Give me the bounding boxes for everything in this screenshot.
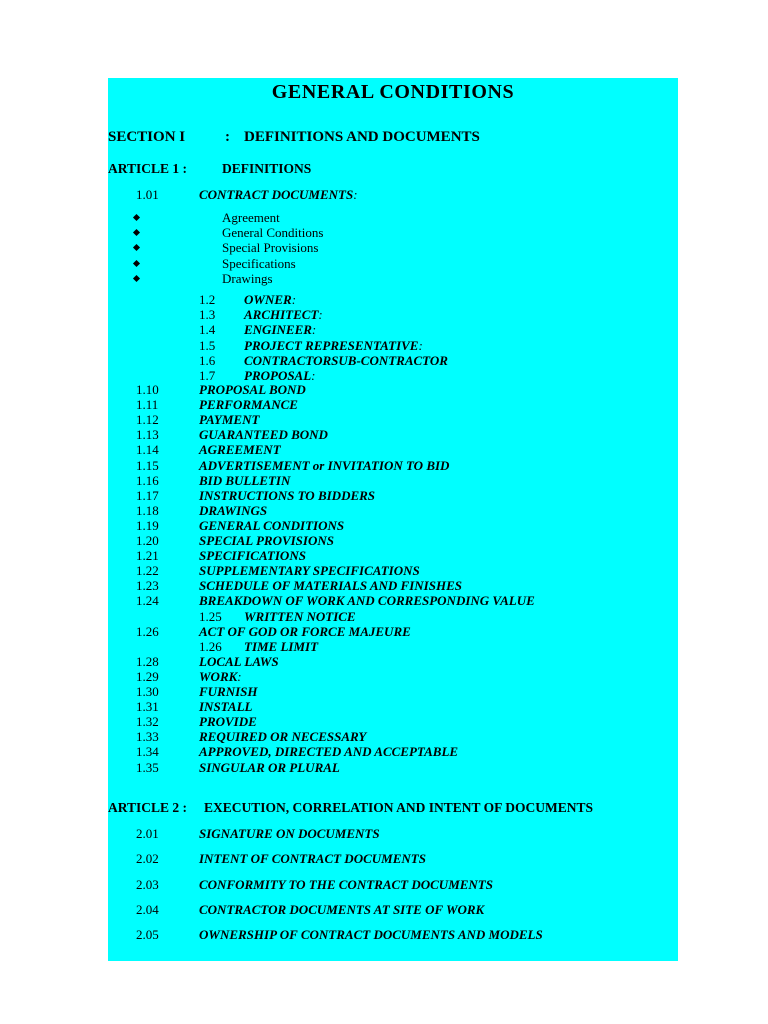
definition-number: 1.29 <box>136 668 159 684</box>
definition-label-suffix: : <box>318 307 323 323</box>
contract-documents-number: 1.01 <box>136 187 159 202</box>
article-2-title: EXECUTION, CORRELATION AND INTENT OF DOCUMENTS <box>204 800 594 815</box>
definition-number: 1.26 <box>136 623 159 639</box>
definition-label <box>244 369 316 382</box>
definition-label <box>199 564 420 577</box>
definition-label-text: AGREEMENT <box>199 442 281 458</box>
section-separator: : <box>225 129 230 145</box>
diamond-bullet-icon <box>133 244 140 251</box>
definition-label <box>244 354 448 367</box>
definition-label-text: INSTRUCTIONS TO BIDDERS <box>199 487 376 503</box>
definition-label <box>244 339 423 352</box>
definition-label-text: BREAKDOWN OF WORK AND CORRESPONDING VALUE <box>199 593 535 609</box>
article-2-item-number: 2.01 <box>136 826 159 841</box>
definition-label-text: GUARANTEED BOND <box>199 427 328 443</box>
definition-number: 1.28 <box>136 653 159 669</box>
article-2-item-label: CONFORMITY TO THE CONTRACT DOCUMENTS <box>199 876 493 892</box>
contract-document-item: Agreement <box>222 210 280 225</box>
definition-number: 1.31 <box>136 699 159 715</box>
diamond-bullet-icon <box>133 229 140 236</box>
definition-label <box>199 655 279 668</box>
article-2-item-number: 2.03 <box>136 876 159 892</box>
definition-label <box>199 443 281 456</box>
definition-label-text: SINGULAR OR PLURAL <box>199 759 340 775</box>
definition-number: 1.30 <box>136 684 159 699</box>
definition-label <box>244 610 356 623</box>
definition-label-text: BID BULLETIN <box>199 472 291 488</box>
definition-label <box>199 685 258 698</box>
definition-label-text: PERFORMANCE <box>199 397 298 413</box>
definition-label-text: ENGINEER <box>244 322 312 338</box>
definition-label-text: ADVERTISEMENT or INVITATION TO BID <box>199 457 450 473</box>
section-label: SECTION I <box>108 129 186 145</box>
contract-document-item: Specifications <box>222 255 296 271</box>
definition-number: 1.2 <box>199 292 216 307</box>
definition-number: 1.20 <box>136 533 159 548</box>
definition-number: 1.10 <box>136 382 159 397</box>
definition-label <box>244 640 318 653</box>
definition-label-text: ARCHITECT <box>244 307 319 323</box>
definition-number: 1.25 <box>199 608 222 624</box>
definition-label <box>199 745 458 758</box>
definition-label-text: SPECIFICATIONS <box>199 548 306 564</box>
definition-number: 1.6 <box>199 352 216 368</box>
definition-number: 1.3 <box>199 307 216 323</box>
diamond-bullet-icon <box>133 214 140 221</box>
definition-label-text: APPROVED, DIRECTED AND ACCEPTABLE <box>199 744 459 760</box>
definition-label-text: PAYMENT <box>199 412 260 428</box>
definition-number: 1.22 <box>136 563 159 579</box>
definition-label <box>199 428 328 441</box>
definition-label-text: WORK <box>199 668 238 684</box>
definition-label <box>244 308 323 321</box>
definition-number: 1.5 <box>199 337 216 353</box>
definition-number: 1.23 <box>136 578 159 594</box>
contract-document-item: Drawings <box>222 270 273 286</box>
definition-label <box>199 383 306 396</box>
article-2-item-label: INTENT OF CONTRACT DOCUMENTS <box>199 851 426 867</box>
definition-label <box>199 700 252 713</box>
section-title: DEFINITIONS AND DOCUMENTS <box>244 129 480 145</box>
article-2-item-number: 2.02 <box>136 851 159 867</box>
definition-label-text: SPECIAL PROVISIONS <box>199 533 334 548</box>
definition-label <box>199 761 340 774</box>
definition-label <box>199 715 257 728</box>
definition-label-text: REQUIRED OR NECESSARY <box>199 729 367 745</box>
definition-label-suffix: : <box>291 292 297 307</box>
definition-number: 1.11 <box>136 397 159 413</box>
definition-label <box>199 625 411 638</box>
contract-document-item: General Conditions <box>222 225 324 241</box>
definition-label-text: WRITTEN NOTICE <box>244 608 356 624</box>
definition-number: 1.16 <box>136 472 159 488</box>
definition-label-text: CONTRACTORSUB-CONTRACTOR <box>244 352 448 368</box>
diamond-bullet-icon <box>133 260 140 267</box>
definition-number: 1.21 <box>136 548 159 564</box>
definition-label-text: PROJECT REPRESENTATIVE <box>244 337 419 353</box>
definition-label <box>199 579 462 592</box>
article-2-item-number: 2.04 <box>136 901 159 917</box>
definition-number: 1.35 <box>136 759 159 775</box>
definition-label <box>244 293 296 306</box>
definition-number: 1.34 <box>136 744 159 760</box>
definition-label <box>199 594 535 607</box>
document-page <box>108 78 678 961</box>
definition-label <box>199 519 344 532</box>
definition-label <box>199 549 306 562</box>
definition-number: 1.13 <box>136 427 159 443</box>
definition-label <box>199 504 267 517</box>
definition-label <box>199 670 242 683</box>
definition-label-text: PROVIDE <box>199 714 257 730</box>
article-2-item-label: SIGNATURE ON DOCUMENTS <box>199 826 380 841</box>
definition-label <box>199 474 290 487</box>
definition-number: 1.15 <box>136 457 159 473</box>
definition-label-text: DRAWINGS <box>199 502 268 518</box>
definition-label <box>199 730 366 743</box>
article-1-title: DEFINITIONS <box>222 161 312 176</box>
definition-number: 1.7 <box>199 368 216 383</box>
definition-number: 1.24 <box>136 593 159 609</box>
definition-number: 1.17 <box>136 487 159 503</box>
contract-documents-heading: CONTRACT DOCUMENTS: <box>199 187 358 202</box>
definition-number: 1.32 <box>136 714 159 730</box>
definition-number: 1.18 <box>136 502 159 518</box>
definition-label-suffix: : <box>237 668 242 684</box>
definition-label <box>199 413 259 426</box>
article-2-item-label: CONTRACTOR DOCUMENTS AT SITE OF WORK <box>199 901 485 917</box>
article-2-item-label: OWNERSHIP OF CONTRACT DOCUMENTS AND MODELS <box>199 927 543 943</box>
definition-label <box>199 398 298 411</box>
definition-label-text: OWNER <box>244 292 292 307</box>
article-2-label: ARTICLE 2 : <box>108 800 188 815</box>
diamond-bullet-icon <box>133 275 140 282</box>
definition-label-text: FURNISH <box>199 684 258 699</box>
definition-label-text: TIME LIMIT <box>244 638 319 654</box>
definition-label-text: GENERAL CONDITIONS <box>199 517 345 533</box>
article-1-label: ARTICLE 1 : <box>108 161 188 176</box>
definition-label <box>244 323 316 336</box>
definition-number: 1.26 <box>199 638 222 654</box>
definition-label-text: SCHEDULE OF MATERIALS AND FINISHES <box>199 578 462 594</box>
definition-label-text: INSTALL <box>199 699 253 715</box>
article-2-item-number: 2.05 <box>136 927 159 943</box>
definition-number: 1.19 <box>136 517 159 533</box>
definition-number: 1.4 <box>199 322 216 338</box>
definition-label-text: LOCAL LAWS <box>199 653 279 669</box>
definition-number: 1.14 <box>136 442 159 458</box>
definition-label <box>199 489 375 502</box>
definition-label-suffix: : <box>311 322 317 338</box>
definition-label-text: ACT OF GOD OR FORCE MAJEURE <box>199 623 411 639</box>
definition-label-text: SUPPLEMENTARY SPECIFICATIONS <box>199 563 420 579</box>
definition-label <box>199 459 449 472</box>
definition-label-suffix: : <box>418 337 423 353</box>
definition-number: 1.12 <box>136 412 159 428</box>
contract-document-item: Special Provisions <box>222 240 319 256</box>
definition-label-suffix: : <box>311 368 316 383</box>
definition-number: 1.33 <box>136 729 159 745</box>
definition-label-text: PROPOSAL <box>244 368 312 383</box>
document-title: GENERAL CONDITIONS <box>271 81 515 103</box>
definition-label <box>199 534 334 547</box>
definition-label-text: PROPOSAL BOND <box>199 382 306 397</box>
